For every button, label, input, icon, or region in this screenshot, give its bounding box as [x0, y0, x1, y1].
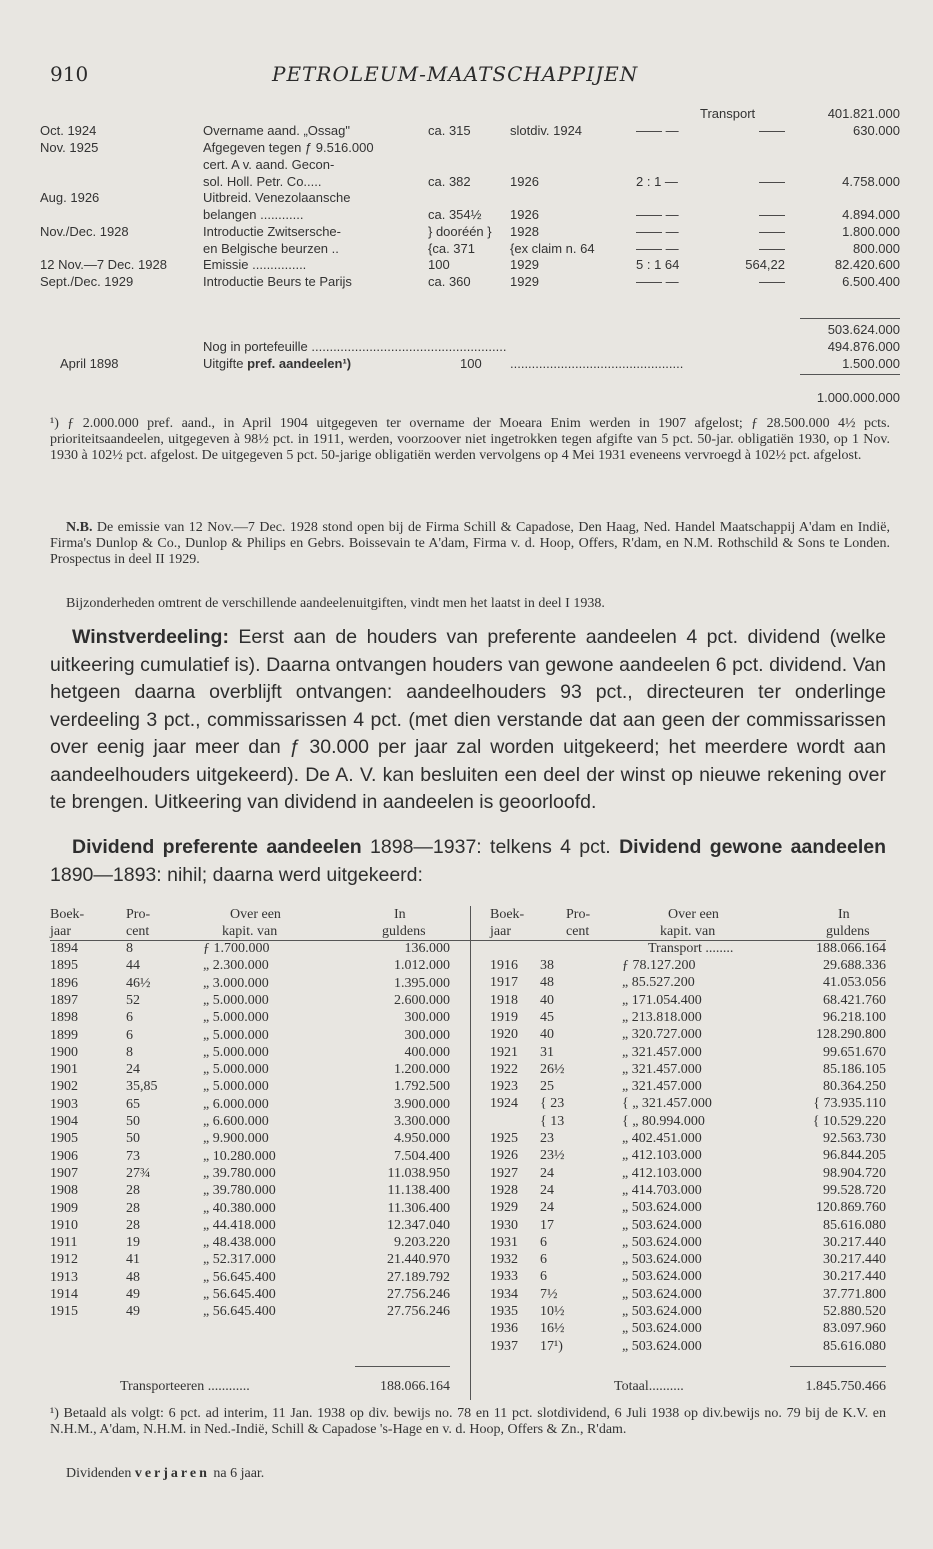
- div-year-r: 1929: [490, 1200, 518, 1216]
- div-guldens: 27.189.792: [387, 1269, 450, 1285]
- div-percent: 27¾: [126, 1165, 151, 1181]
- emission-desc: en Belgische beurzen ..: [203, 241, 339, 256]
- div-year: 1915: [50, 1304, 78, 1320]
- emission-amount: 82.420.600: [834, 257, 900, 272]
- div-capital: „ 56.645.400: [203, 1304, 276, 1320]
- div-year: 1913: [50, 1269, 78, 1285]
- totaal-value: 1.845.750.466: [805, 1379, 886, 1394]
- div-year-r: 1930: [490, 1217, 518, 1233]
- div-guldens: 1.395.000: [394, 975, 450, 991]
- div-capital: „ 5.000.000: [203, 1010, 269, 1026]
- emission-desc: Introductie Zwitsersche-: [203, 224, 341, 239]
- div-guldens: 11.138.400: [387, 1183, 450, 1199]
- emission-date: Sept./Dec. 1929: [40, 274, 134, 289]
- emission-desc: Overname aand. „Ossag": [203, 123, 350, 138]
- div-year: 1905: [50, 1131, 78, 1147]
- emission-amount: 4.894.000: [842, 207, 900, 222]
- div-percent-r: 25: [540, 1079, 554, 1095]
- div-guldens: 4.950.000: [394, 1131, 450, 1147]
- div-year-r: 1918: [490, 992, 518, 1008]
- emission-ratio: —— —: [636, 274, 679, 289]
- page-number: 910: [50, 62, 89, 86]
- div-capital: „ 39.780.000: [203, 1183, 276, 1199]
- hdr-guldens-2: guldens: [382, 924, 426, 939]
- emission-date: Oct. 1924: [40, 123, 97, 138]
- div-capital: „ 52.317.000: [203, 1252, 276, 1268]
- div-percent-r: 48: [540, 975, 554, 991]
- dividend-paragraph: Dividend preferente aandeelen 1898—1937: telkens 4 pct. Dividend gewone aandeelen 1890—1893: nihil; daarna werd uitgekeerd:: [50, 836, 887, 886]
- div-guldens: 3.300.000: [394, 1114, 450, 1129]
- emission-amount: 800.000: [853, 241, 900, 256]
- div-year: 1903: [50, 1096, 78, 1112]
- div-year-r: 1920: [490, 1027, 518, 1043]
- div-guldens-r: 29.688.336: [823, 958, 886, 973]
- div-year: 1902: [50, 1079, 78, 1095]
- hdr-kapit-r: Over een: [668, 907, 719, 922]
- emission-ratio: —— —: [636, 241, 679, 256]
- div-percent: 73: [126, 1148, 140, 1164]
- div-year: 1897: [50, 992, 78, 1008]
- div-guldens: 27.756.246: [387, 1287, 450, 1302]
- div-percent: 35,85: [126, 1079, 158, 1095]
- div-guldens-r: 80.364.250: [823, 1079, 886, 1095]
- div-percent: 8: [126, 941, 133, 956]
- div-percent: 50: [126, 1131, 140, 1147]
- emission-extra: ——: [759, 123, 785, 138]
- div-guldens-r: 68.421.760: [823, 992, 886, 1008]
- emission-desc: Introductie Beurs te Parijs: [203, 274, 352, 289]
- div-year: 1895: [50, 958, 78, 974]
- div-year: 1912: [50, 1252, 78, 1268]
- emission-date: Nov. 1925: [40, 140, 99, 155]
- div-capital: „ 10.280.000: [203, 1148, 276, 1164]
- div-capital: ƒ 1.700.000: [203, 941, 270, 956]
- div-year-r: 1926: [490, 1148, 518, 1164]
- div-guldens: 136.000: [404, 941, 450, 956]
- div-year-r: 1924: [490, 1096, 518, 1112]
- div-percent: 50: [126, 1114, 140, 1129]
- div-year: 1899: [50, 1027, 78, 1043]
- div-percent: 44: [126, 958, 140, 974]
- verjaren-line: Dividenden verjaren na 6 jaar.: [66, 1466, 265, 1481]
- div-percent-r: 24: [540, 1182, 554, 1198]
- div-capital: „ 5.000.000: [203, 1027, 269, 1043]
- emission-desc: sol. Holl. Petr. Co.....: [203, 174, 322, 189]
- emission-amount: 630.000: [853, 123, 900, 138]
- emission-year: slotdiv. 1924: [510, 123, 583, 138]
- right-total-rule: [790, 1366, 886, 1367]
- total-value: 1.000.000.000: [816, 390, 900, 405]
- div-percent-r: 10½: [540, 1304, 565, 1319]
- div-capital-r: „ 321.457.000: [622, 1079, 702, 1095]
- div-capital-r: „ 503.624.000: [622, 1286, 702, 1302]
- div-percent-r: 40: [540, 992, 554, 1008]
- div-capital-r: „ 321.457.000: [622, 1061, 702, 1077]
- emission-amount: 6.500.400: [842, 274, 900, 289]
- div-capital-r: „ 414.703.000: [622, 1182, 702, 1198]
- hdr-kapit-2: kapit. van: [222, 924, 278, 939]
- div-percent: 24: [126, 1062, 140, 1078]
- div-year-r: 1932: [490, 1252, 518, 1268]
- transporteeren-label: Transporteeren ............: [120, 1379, 250, 1394]
- emission-price: } dooréén }: [428, 224, 492, 239]
- div-capital: „ 39.780.000: [203, 1165, 276, 1181]
- transport-value: 401.821.000: [827, 106, 900, 121]
- div-guldens: 7.504.400: [394, 1148, 450, 1164]
- hdr-guldens-r: In: [838, 907, 850, 922]
- div-guldens: 11.306.400: [387, 1200, 450, 1216]
- total-rule: [800, 374, 900, 375]
- emission-price: ca. 354½: [428, 207, 482, 222]
- div-guldens-r: 96.844.205: [823, 1148, 886, 1164]
- div-year-r: 1927: [490, 1165, 518, 1181]
- totaal-label: Totaal..........: [614, 1379, 684, 1394]
- div-capital-r: „ 85.527.200: [622, 975, 695, 991]
- div-capital: „ 6.000.000: [203, 1096, 269, 1112]
- div-percent-r: 16½: [540, 1321, 565, 1337]
- div-year-r: 1921: [490, 1044, 518, 1060]
- div-capital-r: „ 503.624.000: [622, 1321, 702, 1337]
- div-year-r: 1933: [490, 1269, 518, 1285]
- div-guldens: 1.200.000: [394, 1062, 450, 1078]
- hdr-guldens: In: [394, 907, 406, 922]
- div-guldens: 1.012.000: [394, 958, 450, 974]
- emission-ratio: 5 : 1 64: [636, 257, 680, 272]
- div-percent-r: 6: [540, 1252, 547, 1268]
- div-capital-r: „ 503.624.000: [622, 1200, 702, 1216]
- subtotal-rule: [800, 318, 900, 319]
- emission-price: ca. 382: [428, 174, 471, 189]
- div-guldens-r: 30.217.440: [823, 1269, 886, 1285]
- div-capital-r: „ 412.103.000: [622, 1165, 702, 1181]
- div-year-r: 1928: [490, 1182, 518, 1198]
- emission-price: ca. 315: [428, 123, 471, 138]
- emission-ratio: —— —: [636, 224, 679, 239]
- div-guldens-r: 83.097.960: [823, 1321, 886, 1337]
- div-guldens-r: 96.218.100: [823, 1009, 886, 1025]
- div-capital-r: ƒ 78.127.200: [622, 958, 696, 973]
- left-total-rule: [355, 1366, 450, 1367]
- emission-extra: ——: [759, 207, 785, 222]
- div-year-r: 1934: [490, 1286, 518, 1302]
- div-capital-r: { „ 321.457.000: [622, 1096, 712, 1112]
- div-percent: 46½: [126, 975, 151, 991]
- div-year: 1901: [50, 1062, 78, 1078]
- div-percent: 65: [126, 1096, 140, 1112]
- hdr-procent-r-2: cent: [566, 924, 590, 939]
- emission-desc: Uitbreid. Venezolaansche: [203, 190, 351, 205]
- div-capital: „ 9.900.000: [203, 1131, 269, 1147]
- div-capital-r: „ 402.451.000: [622, 1131, 702, 1146]
- div-year: 1896: [50, 975, 78, 991]
- div-guldens-r: 41.053.056: [823, 975, 886, 991]
- hdr-procent-r: Pro-: [566, 907, 591, 922]
- div-guldens: 300.000: [404, 1027, 450, 1043]
- div-percent-r: 24: [540, 1200, 554, 1216]
- div-capital: „ 2.300.000: [203, 958, 269, 974]
- div-guldens-r: { 10.529.220: [812, 1113, 886, 1129]
- div-percent: 52: [126, 992, 140, 1008]
- div-year: 1914: [50, 1287, 78, 1302]
- emission-desc: cert. A v. aand. Gecon-: [203, 157, 335, 172]
- subtotal-value: 503.624.000: [827, 322, 900, 337]
- div-guldens-r: 120.869.760: [816, 1200, 886, 1216]
- div-capital-r: { „ 80.994.000: [622, 1113, 705, 1129]
- emission-date: Nov./Dec. 1928: [40, 224, 129, 239]
- div-percent: 8: [126, 1044, 133, 1060]
- div-guldens-r: 30.217.440: [823, 1252, 886, 1268]
- hdr-kapit: Over een: [230, 907, 281, 922]
- div-year-r: 1936: [490, 1321, 518, 1337]
- div-capital-r: „ 503.624.000: [622, 1252, 702, 1268]
- div-year-r: 1937: [490, 1338, 518, 1354]
- header-rule: [50, 940, 886, 941]
- emission-desc: Emissie ...............: [203, 257, 307, 272]
- winst-paragraph: Winstverdeeling: Eerst aan de houders van preferente aandeelen 4 pct. dividend (welke uitkeering cumulatief is). Daarna ontvangen houders van gewone aandeelen 6 pct. dividend. Van hetgeen daarna overblijft ontvangen: aandeelhouders 93 pct., directeuren ter onderlinge verdeeling 3 pct., commissarissen 4 pct. (met dien verstande dat aan geen der commissarissen over eenig jaar meer dan ƒ 30.000 per jaar zal worden uitgekeerd; het meerdere wordt aan aandeelhouders uitgekeerd). De A. V. kan besluiten een deel der winst op nieuwe rekening over te brengen. Uitkeering van dividend in aandeelen is geoorloofd.: [50, 626, 887, 813]
- div-percent-r: 23½: [540, 1148, 565, 1164]
- div-capital: „ 56.645.400: [203, 1287, 276, 1302]
- emission-year: {ex claim n. 64: [510, 241, 595, 256]
- div-percent: 49: [126, 1304, 140, 1320]
- emission-year: 1926: [510, 174, 539, 189]
- div-year: 1910: [50, 1217, 78, 1233]
- div-guldens: 3.900.000: [394, 1096, 450, 1112]
- div-percent: 28: [126, 1183, 140, 1199]
- div-year: 1906: [50, 1148, 78, 1164]
- div-guldens: 12.347.040: [387, 1217, 450, 1233]
- div-year-r: 1916: [490, 958, 518, 973]
- div-percent: 48: [126, 1269, 140, 1285]
- emission-extra: 564,22: [745, 257, 785, 272]
- emission-price: {ca. 371: [428, 241, 475, 256]
- div-capital-r: „ 321.457.000: [622, 1044, 702, 1060]
- emission-year: 1928: [510, 224, 539, 239]
- hdr-boekjaar-r-2: jaar: [490, 924, 511, 939]
- div-guldens-r: 85.616.080: [823, 1338, 886, 1354]
- emission-ratio: 2 : 1 —: [636, 174, 678, 189]
- div-capital-r: „ 412.103.000: [622, 1148, 702, 1164]
- hdr-procent: Pro-: [126, 907, 151, 922]
- div-capital-r: „ 503.624.000: [622, 1269, 702, 1285]
- div-capital: „ 5.000.000: [203, 1062, 269, 1078]
- div-year: 1907: [50, 1165, 78, 1181]
- div-guldens-r: { 73.935.110: [813, 1096, 886, 1112]
- div-percent: 49: [126, 1287, 140, 1302]
- emission-extra: ——: [759, 174, 785, 189]
- div-percent-r: 26½: [540, 1061, 565, 1077]
- column-divider: [470, 906, 471, 1400]
- right-transport-value: 188.066.164: [816, 941, 886, 956]
- emission-desc: Afgegeven tegen ƒ 9.516.000: [203, 140, 374, 155]
- div-capital: „ 56.645.400: [203, 1269, 276, 1285]
- div-percent-r: 6: [540, 1269, 547, 1285]
- div-capital-r: „ 503.624.000: [622, 1338, 702, 1354]
- div-percent-r: 38: [540, 958, 554, 973]
- div-percent-r: 17: [540, 1217, 554, 1233]
- div-guldens-r: 92.563.730: [823, 1131, 886, 1146]
- div-percent-r: { 13: [540, 1113, 565, 1129]
- div-percent: 6: [126, 1010, 133, 1026]
- div-percent-r: 40: [540, 1027, 554, 1043]
- emission-date: Aug. 1926: [40, 190, 100, 205]
- emission-extra: ——: [759, 224, 785, 239]
- right-transport-label: Transport ........: [648, 941, 734, 956]
- div-guldens-r: 98.904.720: [823, 1165, 886, 1181]
- div-year: 1911: [50, 1235, 78, 1251]
- div-year-r: 1922: [490, 1061, 518, 1077]
- hdr-boekjaar-2: jaar: [50, 924, 71, 939]
- div-capital-r: „ 213.818.000: [622, 1009, 702, 1025]
- div-year: 1900: [50, 1044, 78, 1060]
- div-guldens: 400.000: [404, 1044, 450, 1060]
- emission-price: 100: [428, 257, 450, 272]
- pref-dots: ................................................: [510, 356, 684, 371]
- div-guldens-r: 99.528.720: [823, 1182, 886, 1198]
- div-percent-r: 24: [540, 1165, 554, 1181]
- div-guldens: 27.756.246: [387, 1304, 450, 1320]
- div-percent-r: 7½: [540, 1286, 558, 1302]
- div-guldens-r: 52.880.520: [823, 1304, 886, 1319]
- hdr-procent-2: cent: [126, 924, 150, 939]
- div-percent: 28: [126, 1200, 140, 1216]
- transporteeren-value: 188.066.164: [380, 1379, 450, 1394]
- emission-ratio: —— —: [636, 123, 679, 138]
- div-percent: 28: [126, 1217, 140, 1233]
- div-capital: „ 5.000.000: [203, 992, 269, 1008]
- div-guldens-r: 30.217.440: [823, 1234, 886, 1250]
- hdr-boekjaar: Boek-: [50, 907, 85, 922]
- div-capital-r: „ 171.054.400: [622, 992, 702, 1008]
- div-year: 1894: [50, 941, 78, 956]
- emission-year: 1926: [510, 207, 539, 222]
- emission-year: 1929: [510, 257, 539, 272]
- div-guldens: 1.792.500: [394, 1079, 450, 1095]
- div-capital-r: „ 320.727.000: [622, 1027, 702, 1043]
- nb-paragraph-2: Bijzonderheden omtrent de verschillende aandeelenuitgiften, vindt men het laatst in deel I 1938.: [66, 596, 605, 611]
- pref-label: Uitgifte pref. aandeelen¹): [203, 356, 352, 371]
- footnote-1: ¹) ƒ 2.000.000 pref. aand., in April 1904 uitgegeven ter overname der Moeara Enim werden in 1907 afgelost; ƒ 28.500.000 4½ pcts. prioriteitsaandeelen, uitgegeven à 98½ pct. in 1911, werden, voorzoover niet ingetrokken tegen afgifte van 5 pct. 50-jar. obligatiën 1930, op 1 Nov. 1930 à 102½ pct. afgelost. De uitgegeven 5 pct. 50-jarige obligatiën werden vervolgens op 4 Mei 1931 eveneens vervroegd à 102½ pct. afgelost.: [50, 416, 890, 463]
- div-percent: 6: [126, 1027, 133, 1043]
- portfolio-label: Nog in portefeuille ......................................................: [203, 339, 507, 354]
- div-capital-r: „ 503.624.000: [622, 1234, 702, 1250]
- div-guldens: 11.038.950: [387, 1165, 450, 1181]
- portfolio-value: 494.876.000: [827, 339, 900, 354]
- div-capital: „ 44.418.000: [203, 1217, 276, 1233]
- div-guldens-r: 85.186.105: [823, 1061, 886, 1077]
- emission-amount: 4.758.000: [842, 174, 900, 189]
- div-year-r: 1917: [490, 975, 518, 991]
- div-capital: „ 5.000.000: [203, 1044, 269, 1060]
- div-percent-r: 6: [540, 1234, 547, 1250]
- emission-date: 12 Nov.—7 Dec. 1928: [40, 257, 167, 272]
- div-year-r: 1931: [490, 1234, 518, 1250]
- nb-paragraph: N.B. De emissie van 12 Nov.—7 Dec. 1928 stond open bij de Firma Schill & Capadose, Den Haag, Ned. Handel Maatschappij A'dam en Indië, Firma's Dunlop & Co., Dunlop & Philips en Gebrs. Boissevain te A'dam, Firma v. d. Hoop, Offers, R'dam, en N.M. Rothschild & Sons te Londen. Prospectus in deel II 1929.: [50, 520, 890, 567]
- hdr-guldens-r-2: guldens: [826, 924, 870, 939]
- div-capital: „ 40.380.000: [203, 1200, 276, 1216]
- div-year-r: 1925: [490, 1131, 518, 1146]
- div-guldens-r: 85.616.080: [823, 1217, 886, 1233]
- emission-ratio: —— —: [636, 207, 679, 222]
- div-guldens-r: 128.290.800: [816, 1027, 886, 1043]
- div-capital: „ 6.600.000: [203, 1114, 269, 1129]
- div-guldens: 300.000: [404, 1010, 450, 1026]
- div-percent: 41: [126, 1252, 140, 1268]
- div-year: 1909: [50, 1200, 78, 1216]
- emission-extra: ——: [759, 241, 785, 256]
- div-percent-r: 31: [540, 1044, 554, 1060]
- div-percent-r: 17¹): [540, 1338, 563, 1354]
- hdr-boekjaar-r: Boek-: [490, 907, 525, 922]
- emission-desc: belangen ............: [203, 207, 304, 222]
- pref-price: 100: [460, 356, 482, 371]
- div-capital: „ 5.000.000: [203, 1079, 269, 1095]
- div-year-r: 1919: [490, 1009, 518, 1025]
- emission-year: 1929: [510, 274, 539, 289]
- div-percent-r: 45: [540, 1009, 554, 1025]
- div-year: 1898: [50, 1010, 78, 1026]
- div-percent: 19: [126, 1235, 140, 1251]
- hdr-kapit-r-2: kapit. van: [660, 924, 716, 939]
- div-year: 1908: [50, 1183, 78, 1199]
- div-guldens: 2.600.000: [394, 992, 450, 1008]
- div-guldens: 21.440.970: [387, 1252, 450, 1268]
- footnote-2: ¹) Betaald als volgt: 6 pct. ad interim, 11 Jan. 1938 op div. bewijs no. 78 en 11 pct. slotdividend, 6 Juli 1938 op div.bewijs no. 79 bij de K.V. en N.H.M., A'dam, N.H.M. in Ned.-Indië, Schill & Capadose 's-Hage en v. d. Hoop, Offers & Zn., R'dam.: [50, 1406, 886, 1437]
- pref-date: April 1898: [60, 356, 119, 371]
- div-year-r: 1935: [490, 1304, 518, 1319]
- transport-label: Transport: [700, 106, 756, 121]
- div-percent-r: { 23: [540, 1096, 565, 1112]
- div-capital-r: „ 503.624.000: [622, 1304, 702, 1319]
- div-percent-r: 23: [540, 1131, 554, 1146]
- div-year: 1904: [50, 1114, 78, 1129]
- div-year-r: 1923: [490, 1079, 518, 1095]
- div-guldens-r: 99.651.670: [823, 1044, 886, 1060]
- emission-price: ca. 360: [428, 274, 471, 289]
- emission-amount: 1.800.000: [842, 224, 900, 239]
- pref-value: 1.500.000: [842, 356, 900, 371]
- div-capital-r: „ 503.624.000: [622, 1217, 702, 1233]
- emission-extra: ——: [759, 274, 785, 289]
- div-guldens-r: 37.771.800: [823, 1286, 886, 1302]
- div-guldens: 9.203.220: [394, 1235, 450, 1251]
- div-capital: „ 48.438.000: [203, 1235, 276, 1251]
- page-title: PETROLEUM-MAATSCHAPPIJEN: [272, 62, 639, 86]
- div-capital: „ 3.000.000: [203, 975, 269, 991]
